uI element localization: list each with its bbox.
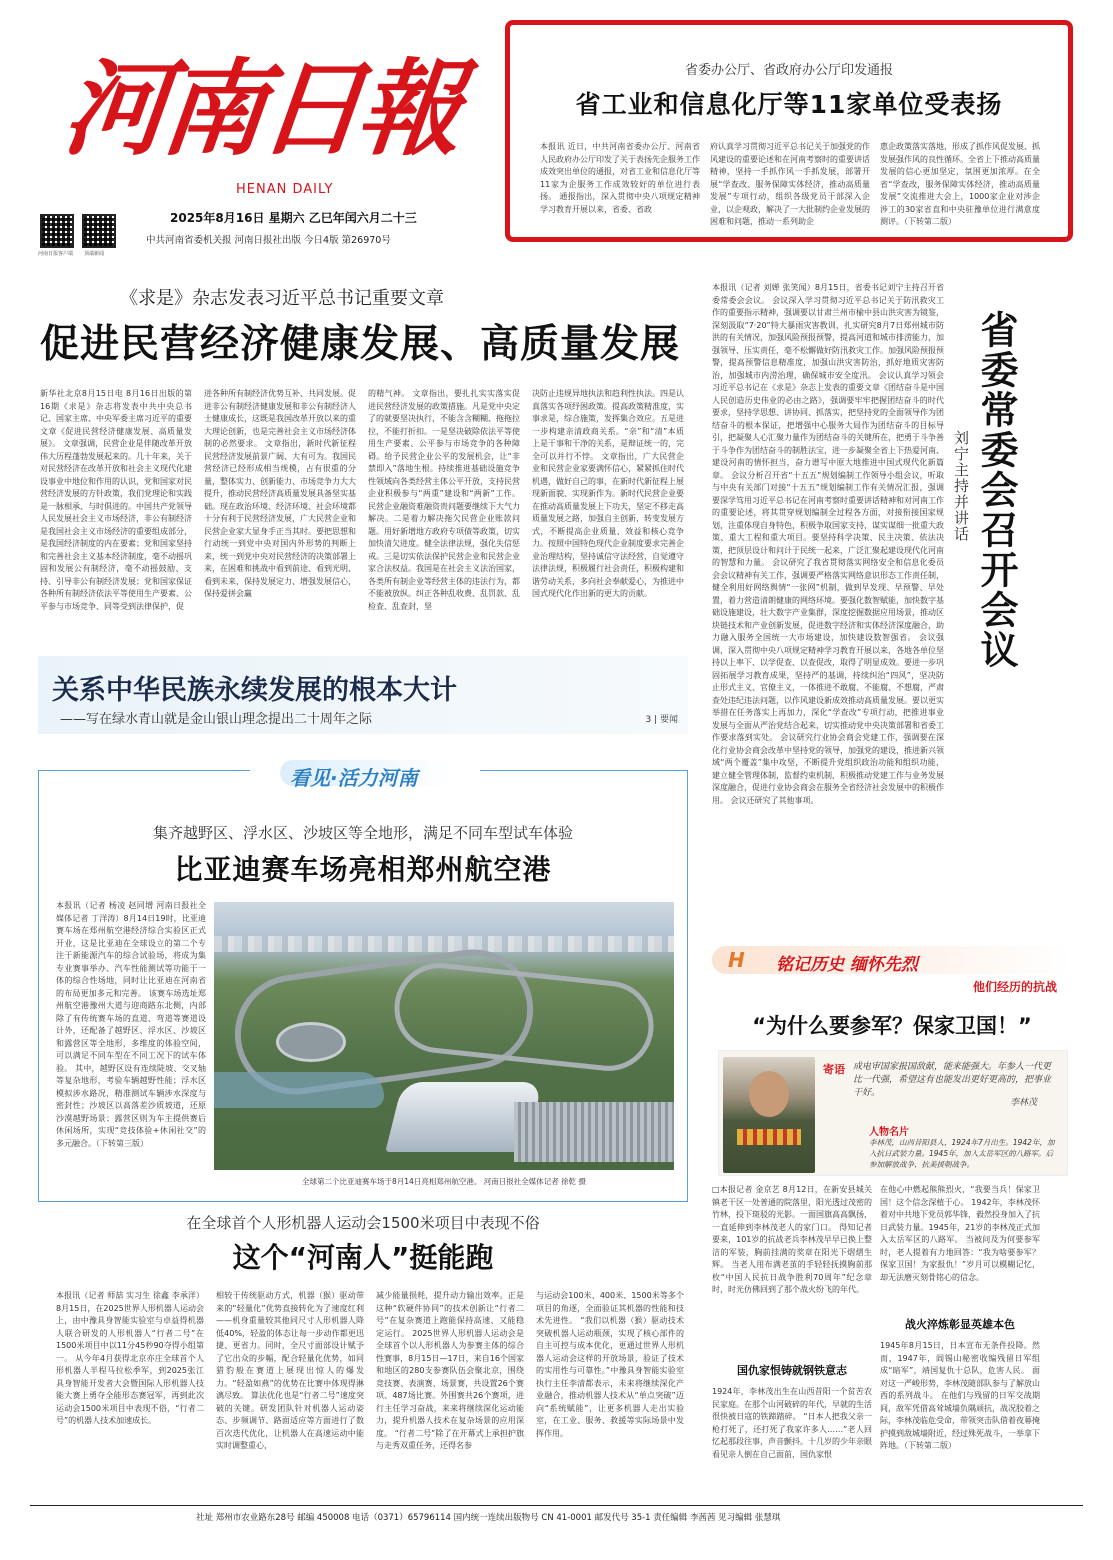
qr-caption-app: 河南日报客户端 bbox=[38, 251, 74, 257]
byd-kicker: 集齐越野区、浮水区、沙坡区等全地形，满足不同车型试车体验 bbox=[152, 824, 573, 842]
top-notice-col1: 本报讯 近日，中共河南省委办公厅、河南省人民政府办公厅印发了关于表扬先企服务工作成效突出单位的通报，对省工业和信息化厅等11家为企服务工作成效较好的单位进行表扬。 通报指出，深入贯彻中央八项规定精神学习教育开展以来，省委、省政 bbox=[540, 142, 700, 214]
photo-circle-pad bbox=[276, 1022, 346, 1062]
feature-headline: 关系中华民族永续发展的根本大计 bbox=[52, 675, 457, 706]
standing-committee-body: 本报讯（记者 刘婵 张笑闻）8月15日，省委书记刘宁主持召开省委常委会会议。 会议深入学习贯彻习近平总书记关于防汛救灾工作的重要指示精神，强调要以甘肃兰州市榆中县山洪灾害为镜鉴，深刻汲取“7·20”特大暴雨灾害教训，扎实研究8月7日郑州城市防洪的有关情况，加强风险预报预警，提高河道和城市排涝能力，加强领导、压实责任，毫不松懈做好防汛救灾工作。加强风险预报预警，提高预警信息精准度，加强山洪灾害防治，抓好地质灾害防治，加强城市内涝治理，确保城市安全度汛。 会议认真学习领会习近平总书记在《求是》杂志上发表的重要文章《团结奋斗是中国人民创造历史伟业的必由之路》，强调要牢牢把握团结奋斗的时代要求，坚持学思想、讲协同、抓落实，把坚持党的全面领导作为团结奋斗的根本保证，把增强中心服务大局作为团结奋斗的目标导引，把凝聚人心汇聚力量作为团结奋斗的关键所在，把勇于斗争善于斗争作为团结奋斗的制胜法宝，进一步凝聚全省上下热爱河南、建设河南的情怀担当，奋力谱写中原大地推进中国式现代化新篇章。 会议分析召开省“十五五”规划编制工作领导小组会议，听取与中央有关部门对接“十五五”规划编制工作有关情况汇报，强调要深学笃用习近平总书记在河南考察时重要讲话精神和对河南工作的重要论述，将其贯穿规划编制全过程各方面，对接衔接国家规划，注重体现自身特色，积极争取国家支持，谋实谋细一批重大政策、重大工程和重大项目。要坚持科学决策、民主决策、依法决策，把顶层设计和问计于民统一起来，广泛汇聚起建设现代化河南的智慧和力量。 会议研究了我省贯彻落实网络安全和信息化委员会会议精神有关工作，强调要严格落实网络意识形态工作责任制，健全利用好网络舆情“一张网”机制，做到早发现、早预警、早处置，着力营造清朗健康的网络环境。要强化数智赋能，加快数字基础设施建设，壮大数字产业集群，深度挖掘数据应用场景，推动区块链技术和产业创新发展，促进数字经济和实体经济深度融合，助力融入服务全国统一大市场建设，加快建设数智强省。 会议强调，深入贯彻中央八项规定精神学习教育开展以来，各地各单位坚持以上率下、以学促查、以查促改，取得了明显成效。要进一步巩固拓展学习教育成果，坚持严的基调，持续纠治“四风”，坚决防止形式主义、官僚主义，一体推进不敢腐、不能腐、不想腐，严肃查处违纪违法问题，以作风建设新成效推动高质量发展。要以更实举措在任务落实上再加力，深化“学查改”专项行动，把推进事业发展与全面从严治党结合起来，切实推动党中央决策部署和省委工作要求落到实处。 会议研究行业协会商会党建工作，强调要在深化行业协会商会改革中坚持党的领导，加强党的建设，推进新兴领域“两个覆盖”集中攻坚，不断提升党组织政治功能和组织功能，建立健全管理体制，监督约束机制，积极推动党建工作与业务发展深度融合，促进行业协会商会在服务全省经济社会发展中的积极作用。 会议还研究了其他事项。 bbox=[712, 283, 944, 805]
profile-label: 人物名片 bbox=[869, 1127, 909, 1138]
photo-parking bbox=[514, 1102, 674, 1162]
standing-committee-byline bbox=[950, 430, 972, 542]
standing-committee-byline-text: 刘宁主持并讲话 bbox=[952, 430, 970, 542]
handwritten-message: 成电审国家报国敌献，能来能强大。年参人一代更比一代强，希望这有也能发出更好更高的，把事业干好。 bbox=[853, 1062, 1052, 1098]
robot-col1: 本报讯（记者 师喆 实习生 徐鑫 李承洋）8月15日，在2025世界人形机器人运动会上，由中豫具身智能实验室与卓益得机器人联合研发的人形机器人“行者二号”在1500米项目中以11分45秒90夺得小组第一。 从今年4月获得北京亦庄全球首个人形机器人半程马拉松季军，到2025张江具身智能开发者大会暨国际人形机器人技能大赛上勇夺全能形态赛冠军，再到此次运动会1500米项目中表现不俗，“行者二号”的机器人技术加速成长。 bbox=[56, 1291, 204, 1425]
photo-skyline bbox=[214, 936, 674, 952]
history-subhead-1: 国仇家恨铸就钢铁意志 bbox=[737, 1364, 847, 1377]
portrait-medals bbox=[737, 1129, 801, 1145]
signature: 李林茂 bbox=[1009, 1098, 1037, 1108]
feature-page-ref[interactable]: 3 | 要闻 bbox=[645, 715, 678, 725]
history-portrait-box bbox=[718, 1050, 1068, 1176]
date-line: 2025年8月16日 星期六 乙巳年闰六月二十三 bbox=[170, 211, 417, 225]
masthead-english: HENAN DAILY bbox=[236, 182, 334, 197]
profile-text: 李林茂，山西昔阳县人，1924年7月出生。1942年，加入抗日武装力量。1945年，加入太岳军区的八路军。后参加解放战争、抗美援朝战争。 bbox=[869, 1138, 1055, 1169]
robot-headline: 这个“河南人”挺能跑 bbox=[232, 1241, 494, 1274]
message-label: 寄语 bbox=[823, 1063, 845, 1076]
top-notice-kicker: 省委办公厅、省政府办公厅印发通报 bbox=[684, 63, 893, 78]
byd-racetrack-photo bbox=[214, 902, 674, 1170]
history-banner bbox=[712, 946, 1072, 974]
history-col2: 在他心中燃起熊熊烈火，“我要当兵！保家卫国！这个信念深植于心。 1942年，李林茂怀着对中共地下党员郭华锋，毅然投身加入了抗日武装力量。1945年，21岁的李林茂正式加入太岳军区的八路军。 当被问及为何要参军时，老人提着有力地回答：“我为啥要参军？保家卫国！为家报仇！”岁月可以模糊记忆，却无法磨灭刻骨铭心的信念。 bbox=[880, 1185, 1040, 1282]
byd-photo-caption: 全球第二个比亚迪赛车场于8月14日亮相郑州航空港。 河南日报社全媒体记者 徐乾 摄 bbox=[302, 1177, 586, 1186]
qr-caption-news: 顶端新闻 bbox=[84, 251, 105, 257]
robot-col4: 与运动会100米、400米、1500米等多个项目的角逐，全面验证其机器的性能和技术先进性。 “我们以机器（猴）驱动技术突破机器人运动瓶颈，实现了核心部件的自主可控与成本优化，更通过世界人形机器人运动会这样的开放场景，验证了技术的实用性与可靠性。”中豫具身智能实验室执行主任李清都表示，未来将继续深化产业融合，推动机器人技术从“单点突破”迈向“系统赋能”，让更多机器人走出实验室，在工业、服务、救援等实际场景中发挥作用。 bbox=[536, 1291, 684, 1438]
section-banner-label: 看见·活力河南 bbox=[290, 766, 418, 790]
footer-rule bbox=[30, 1505, 1083, 1506]
robot-col3: 减少能量损耗，提升动力输出效率。正是这种“软硬件协同”的技术创新让“行者二号”在复杂赛道上跑能保持高速、又能稳定运行。 2025世界人形机器人运动会是全球首个以人形机器人为参赛主体的综合性赛事，8月15日—17日，来自16个国家和地区的280支参赛队伍会聚北京，围绕竞技赛、表演赛、场景赛，共设置26个赛项、487场比赛。外围赛共26个赛项，进行主任学习奋战，来来将继续深化运动能力，提升机器人技术在复杂场景的应用深度。 “行者二号”除了在开幕式上承担护旗与走秀双重任务，还得名参 bbox=[376, 1291, 524, 1450]
lead-kicker: 《求是》杂志发表习近平总书记重要文章 bbox=[120, 288, 444, 309]
lead-col3: 的精气神。 文章指出，要扎扎实实落实促进民营经济发展的政策措施。凡是党中央定了的就要坚决执行，不能含含糊糊、拖拖拉拉，不能打折扣。一是坚决破除依法平等使用生产要素、公平参与市场竞争的各种障碍。给予民营企业公平的发展机会，让“非禁即入”落地生根。持续推进基础设施竞争性领域向各类经营主体公平开放，支持民营企业积极参与“两重”建设和“两新”工作。民营企业融资难融资贵问题要继续下大气力解决。二是着力解决拖欠民营企业账款问题。用好新增地方政府专项债等政策，切实加快清欠进度。健全法律法规，强化失信惩戒。三是切实依法保护民营企业和民营企业家合法权益。我国是在社会主义法治国家，各类所有制企业等经营主体的违法行为，都不能被放纵。纠正各种乱收费、乱罚款、乱检查、乱查封，坚 bbox=[368, 389, 520, 611]
top-notice-box bbox=[505, 20, 1073, 242]
history-series: 他们经历的抗战 bbox=[972, 980, 1057, 994]
masthead bbox=[28, 14, 498, 257]
lead-headline: 促进民营经济健康发展、高质量发展 bbox=[40, 322, 681, 367]
section-banner bbox=[250, 756, 480, 790]
byd-body: 本报讯（记者 杨凌 赵同增 河南日报社全媒体记者 丁洋涛）8月14日19时，比亚迪赛车场在郑州航空港经济综合实验区正式开业，这是比亚迪在全球设立的第二个专注于新能源汽车的综合试验场，将成为集专业赛事举办、汽车性能测试等功能于一体的综合性场地，同时让比亚迪在河南省的布局更加多元和完善。 该赛车场选址郑州航空港豫州大道与迎商路东北侧，内部除了有传统赛车场的直道、弯道等赛道设计外，还配备了越野区、浮水区、沙坡区和露营区等全地形，多维度的体验空间，可以满足不同车型在不同工况下的试车体验。 其中，越野区设有连续陡坡、交叉轴等复杂地形，考验车辆越野性能；浮水区模拟涉水路况，精准测试车辆涉水深度与密封性；沙坡区以高落差沙质坡道，还原沙漠越野场景；露营区则为车主提供赛后休闲场所，实现“竞技体验+休闲社交”的多元融合。（下转第三版） bbox=[56, 901, 206, 1148]
robot-col2: 相较于传统驱动方式，机器（猴）驱动带来的“轻量化”优势直接转化为了速度红利——机身重量较其他同尺寸人形机器人降低40%，轻盈的体态让每一步动作都更迅捷、更省力。同时，全尺寸面部设计赋予了它出众的步幅，配合轻量化优势，如同猎豹般在赛道上展现出惊人的爆发力。“轻盈如燕”的优势在比赛中体现得淋漓尽致。 算法优化也是“行者二号”速度突破的关键。研发团队针对机器人运动姿态、步频调节、路面适应等方面进行了数百次迭代优化，让机器人在高速运动中能实时调整重心， bbox=[216, 1291, 364, 1450]
history-col1: □本报记者 金京艺 8月12日，在新安县城关镇老干区一处普通的院落里，阳光透过茂密的竹林，投下斑驳的光影。一面国旗高高飘扬，一直延伸到李林茂老人的家门口。 得知记者要来，101岁的抗战老兵李林茂早早已换上整洁的军装，胸前挂满的奖章在阳光下熠熠生辉。 当老人用布满老茧的手轻轻抚摸胸前那枚“中国人民抗日战争胜利70周年”纪念章时，时光仿佛回到了那个战火纷飞的年代。 bbox=[712, 1185, 872, 1294]
feature-subhead: ——写在绿水青山就是金山银山理念提出二十周年之际 bbox=[60, 712, 373, 727]
robot-kicker: 在全球首个人形机器人运动会1500米项目中表现不俗 bbox=[186, 1214, 540, 1232]
lead-col2: 进各种所有制经济优势互补、共同发展。促进非公有制经济健康发展和非公有制经济人士健康成长，这既是我国改革开放以来的重大理论创新，也是完善社会主义市场经济体制的必然要求。 文章指出，新时代新征程民营经济发展前景广阔、大有可为。我国民营经济已经形成相当规模，占有很重的分量，整体实力、创新能力、市场竞争力大大提升，推动民营经济高质量发展具备坚实基础。现在政治环境、经济环境、社会环境都十分有利于民营经济发展，广大民营企业和民营企业家大显身手正当其时。要把思想和行动统一到党中央对国内外形势的判断上来，统一到党中央对民营经济的决策部署上来，在困难和挑战中看到前途、看到光明、看到未来，保持发展定力、增强发展信心，保持爱拼会赢 bbox=[204, 389, 356, 598]
history-banner-letter: H bbox=[728, 948, 745, 972]
history-col1b: 1924年，李林茂出生在山西昔阳一个贫苦农民家庭。在那个山河破碎的年代，早就的生活很快被日寇的铁蹄踏碎。 “日本人把我父亲一枪打死了，还打死了我家许多人……”老人回忆起那段往事，声音颤抖。十几岁的少年亲眼看见亲人倒在自己面前，国仇家恨 bbox=[712, 1387, 872, 1459]
feature-band bbox=[38, 656, 688, 734]
top-notice-col3: 惠企政策落实落地，形成了抓作风促发展、抓发展强作风的良性循环。全省上下推动高质量发展的信心更加坚定，氛围更加浓厚。在全省“学查改，服务保障实体经济，推动高质量发展”交流推进大会上，1000家企业对涉企涉工的30家省直和中央驻豫单位进行满意度测评。（下转第二版） bbox=[880, 142, 1040, 226]
history-banner-text: 铭记历史 缅怀先烈 bbox=[776, 955, 918, 975]
lead-col4: 决防止违规异地执法和趋利性执法。四是认真落实各项纾困政策。提高政策精准度，实事求是，综合施策，发挥集合效应。五是进一步构建亲清政商关系。“亲”和“清”本质上是干事和干净的关系，是辩证统一的，完全可以并行不悖。 文章指出，广大民营企业和民营企业家要满怀信心，紧紧抓住时代机遇，做好自己的事，在新时代新征程上展现新面貌、实现新作为。新时代民营企业要在推动高质量发展上下功夫，坚定不移走高质量发展之路，加强自主创新，转变发展方式，不断提高企业质量、效益和核心竞争力。按照中国特色现代企业制度要求完善企业治理结构，坚持诚信守法经营，自觉遵守法律法规，积极履行社会责任，积极构建和谐劳动关系，多向社会奉献爱心，为推进中国式现代化作出新的更大的贡献。 bbox=[532, 389, 684, 598]
footer-text: 社址 郑州市农业路东28号 邮编 450008 电话（0371）65796114 国内统一连续出版物号 CN 41-0001 邮发代号 35-1 责任编辑 李茜茜 见习编辑 张慧琪 bbox=[196, 1513, 781, 1523]
portrait-face bbox=[749, 1071, 789, 1117]
masthead-title: 河南日報 bbox=[57, 47, 463, 170]
lead-col1: 新华社北京8月15日电 8月16日出版的第16期《求是》杂志将发表中共中央总书记、国家主席、中央军委主席习近平的重要文章《促进民营经济健康发展、高质量发展》。 文章强调，民营企业是伴随改革开放伟大历程蓬勃发展起来的。几十年来，关于对民营经济在改革开放和社会主义现代化建设事业中地位和作用的认识，党和国家对民营经济发展的方针政策，我们党理论和实践是一脉相承、与时俱进的。中国共产党领导人民发展社会主义市场经济，非公有制经济是我国社会主义市场经济的重要组成部分，是我国经济制度的内在要素；党和国家坚持和完善社会主义基本经济制度，毫不动摇巩固和发展公有制经济，毫不动摇鼓励、支持、引导非公有制经济发展；党和国家保证各种所有制经济依法平等使用生产要素、公平参与市场竞争、同等受到法律保护，促 bbox=[40, 389, 192, 611]
photo-water bbox=[214, 1072, 384, 1108]
standing-committee-headline-text: 省委常委会召开会议 bbox=[974, 310, 1018, 670]
top-notice-headline: 省工业和信息化厅等11家单位受表扬 bbox=[575, 90, 1003, 119]
qr-code-news[interactable] bbox=[82, 214, 116, 248]
veteran-portrait bbox=[723, 1057, 815, 1173]
byd-headline: 比亚迪赛车场亮相郑州航空港 bbox=[174, 853, 552, 886]
history-headline: “为什么要参军？保家卫国！” bbox=[752, 1014, 1032, 1038]
qr-code-app[interactable] bbox=[40, 214, 74, 248]
top-notice-col2: 府认真学习贯彻习近平总书记关于加强党的作风建设的重要论述和在河南考察时的重要讲话精神，坚持一手抓作风一手抓发展，部署开展“学查改、服务保障实体经济，推动高质量发展”专项行动，组织各级党员干部深入企业，以企观政，解决了一大批制约企业发展的困难和问题，推动一系列助企 bbox=[710, 142, 870, 226]
publisher-line: 中共河南省委机关报 河南日报社出版 今日4版 第26970号 bbox=[146, 235, 391, 246]
history-col2b: 1945年8月15日，日本宣布无条件投降。然而，1947年，阎锡山秘密收编残留日军组成“暗军”，靖国复仇十总队，危害人民。 面对这一严峻形势，李林茂随部队参与了解放山西的系列战斗。 在他们与残留的日军交战期间，敌军凭借高耸城墙负隅顽抗，战况胶着之际，李林茂临危受命，带领突击队借着夜幕掩护摸到敌城墙附近，经过殊死战斗，一举拿下阵地。（下转第二版） bbox=[880, 1341, 1040, 1450]
history-subhead-2: 战火淬炼彰显英雄本色 bbox=[905, 1318, 1015, 1331]
standing-committee-headline bbox=[976, 310, 1024, 670]
